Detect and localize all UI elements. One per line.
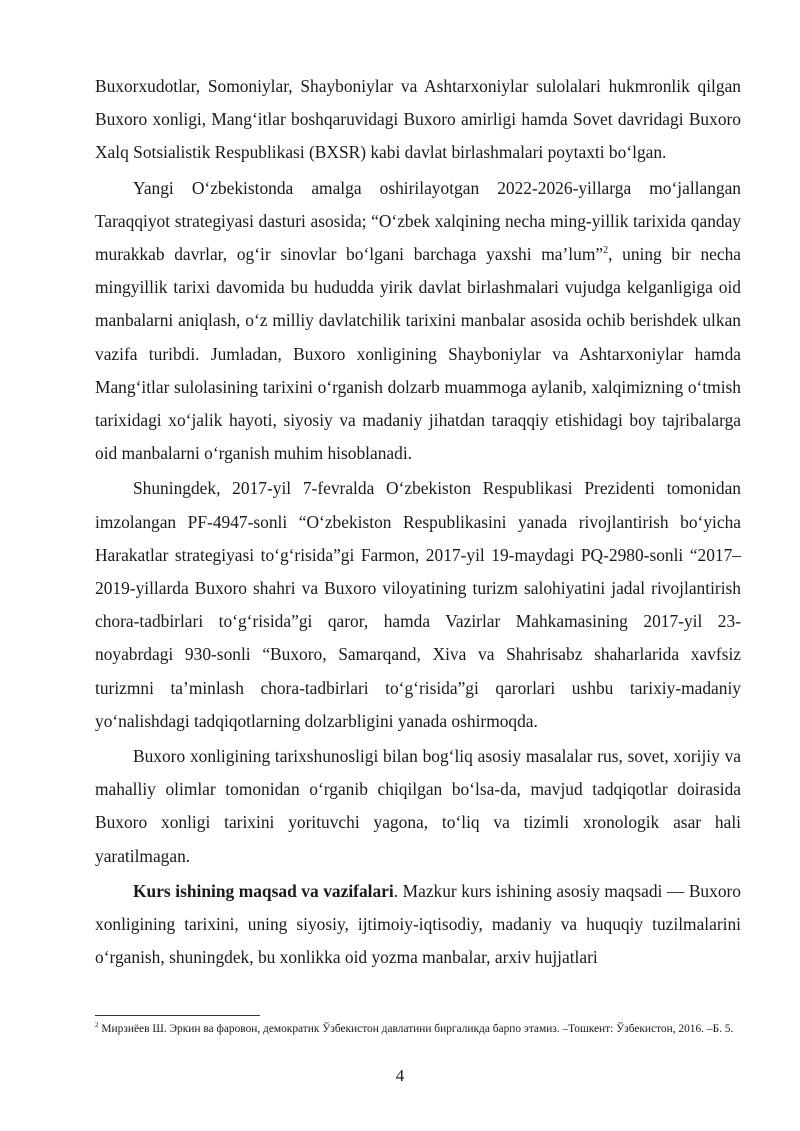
paragraph-1: Buxorxudotlar, Somoniylar, Shayboniylar va Ashtarxoniylar sulolalari hukmronlik qilgan Buxoro xonligi, Mang‘itlar boshqaruvidagi Buxoro amirligi hamda Sovet davridagi Buxoro Xalq Sotsialistik Respublikasi (BXSR) kabi davlat birlashmalari poytaxti bo‘lgan. (95, 76, 741, 163)
footnote-divider (95, 1015, 260, 1016)
body-text (95, 70, 741, 974)
page-number: 4 (395, 1066, 405, 1085)
section-heading-bold: Kurs ishining maqsad va vazifalari (133, 880, 394, 901)
paragraph-2-text-after-footnote: , uning bir necha mingyillik tarixi davomida bu hududda yirik davlat birlashmalari vujudga kelganligiga oid manbalarni aniqlash, o‘z milliy davlatchilik tarixini manbalar asosida ochib berishdek ulkan vazifa turibdi. Jumladan, Buxoro xonligining Shayboniylar va Ashtarxoniylar hamda Mang‘itlar sulolasining tarixini o‘rganish dolzarb muammoga aylanib, xalqimizning o‘tmish tarixidagi xo‘jalik hayoti, siyosiy va madaniy jihatdan taraqqiy etishidagi boy tajribalarga oid manbalarni o‘rganish muhim hisoblanadi. (95, 244, 741, 464)
paragraph-2-text-before-footnote: Yangi O‘zbekistonda amalga oshirilayotgan 2022-2026-yillarga mo‘jallangan Taraqqiyot strategiyasi dasturi asosida; “O‘zbek xalqining necha ming-yillik tarixida qanday murakkab davrlar, og‘ir sinovlar bo‘lgani barchaga yaxshi ma’lum” (95, 177, 741, 265)
footnote-text: Мирзиёев Ш. Эркин ва фаровон, демократик Ўзбекистон давлатини биргаликда барпо этамиз. –Тошкент: Ўзбекистон, 2016. –Б. 5. (98, 1023, 734, 1035)
paragraph-2 (95, 172, 741, 471)
footnote-reference[interactable]: 2 (603, 245, 609, 257)
paragraph-4: Buxoro xonligining tarixshunosligi bilan bog‘liq asosiy masalalar rus, sovet, xorijiy va mahalliy olimlar tomonidan o‘rganib chiqilgan bo‘lsa-da, mavjud tadqiqotlar doirasida Buxoro xonligi tarixini yorituvchi yagona, to‘liq va tizimli xronologik asar hali yaratilmagan. (95, 746, 741, 866)
footnote-number: 2 (95, 1021, 99, 1030)
paragraph-5 (95, 875, 741, 975)
footnote (95, 1021, 741, 1037)
paragraph-3: Shuningdek, 2017-yil 7-fevralda O‘zbekiston Respublikasi Prezidenti tomonidan imzolangan PF-4947-sonli “O‘zbekiston Respublikasini yanada rivojlantirish bo‘yicha Harakatlar strategiyasi to‘g‘risida”gi Farmon, 2017-yil 19-maydagi PQ-2980-sonli “2017–2019-yillarda Buxoro shahri va Buxoro viloyatining turizm salohiyatini jadal rivojlantirish chora-tadbirlari to‘g‘risida”gi qaror, hamda Vazirlar Mahkamasining 2017-yil 23-noyabrdagi 930-sonli “Buxoro, Samarqand, Xiva va Shahrisabz shaharlarida xavfsiz turizmni ta’minlash chora-tadbirlari to‘g‘risida”gi qarorlari ushbu tarixiy-madaniy yo‘nalishdagi tadqiqotlarning dolzarbligini yanada oshirmoqda. (95, 478, 741, 731)
paragraph-5-text: . Mazkur kurs ishining asosiy maqsadi — Buxoro xonligining tarixini, uning siyosiy, ijtimoiy-iqtisodiy, madaniy va huquqiy tuzilmalarini o‘rganish, shuningdek, bu xonlikka oid yozma manbalar, arxiv hujjatlari (95, 880, 742, 968)
